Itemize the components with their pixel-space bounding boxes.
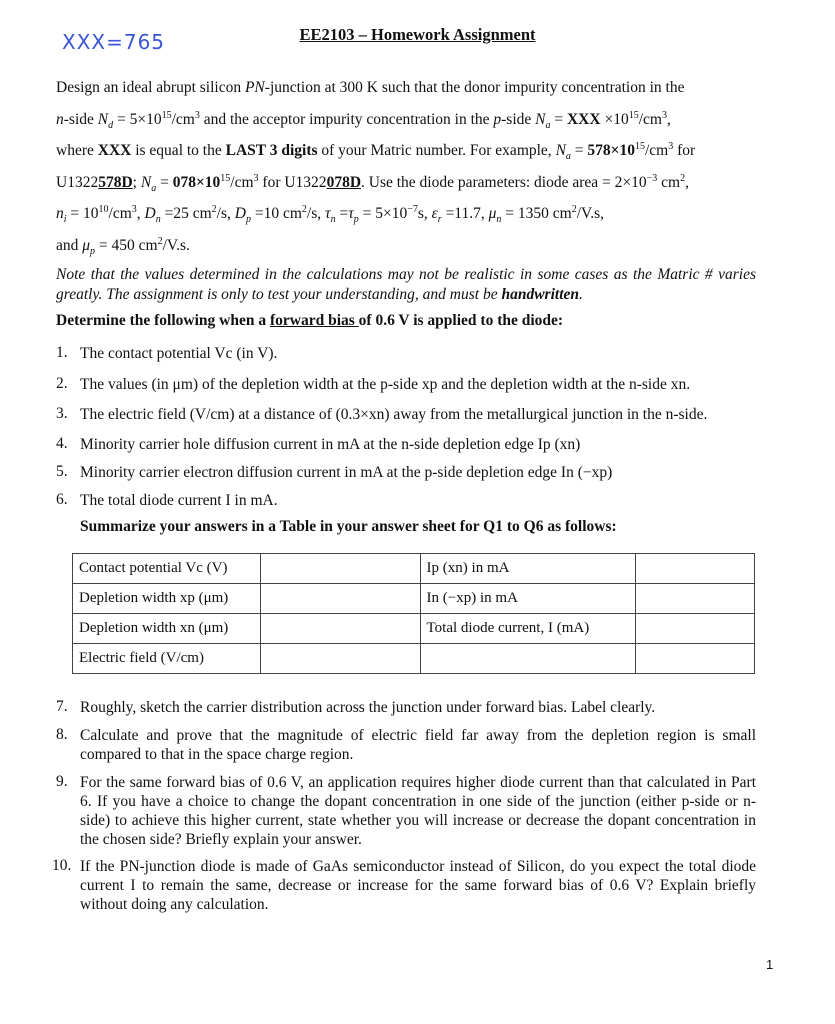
determine-heading: Determine the following when a forward bias of 0.6 V is applied to the diode:: [56, 312, 564, 329]
table-cell-empty: [635, 614, 754, 644]
table-row: [73, 644, 755, 674]
table-cell-empty: [260, 614, 420, 644]
table-cell: Total diode current, I (mA): [420, 614, 635, 644]
document-page: XXX=765 EE2103 – Homework Assignment Design an ideal abrupt silicon PN-junction at 300 K such that the donor impurity concentration in the n-side $N_d = 5\times 10^{15}/cm^3$ and the acceptor impurity concentration in the p-side $N_a$ = XXX $\times 10^{15}/cm^3$, where XXX is equal to the LAST 3 digits of your Matric number. For example, $N_a = 578\times 10^{15}/cm^3$ for U1322578D; $N_a = 078\times 10^{15}/cm^3$ for U1322078D. Use the diode parameters: diode area = $2\times 10^{-3}$ $cm^2$, $n_i = 10^{10}/cm^3$, $D_n =25$ $cm^2/s$, $D_p =10$ $cm^2/s$, $\tau_n =\tau_p = 5\times 10^{-7}s$, $\varepsilon_r =11.7$, $\mu_n = 1350$ $cm^2/V.s$, and $\mu_p = 450$ $cm^2/V.s$. Note that the values determined in the calculations may not be realistic in some cases as the Matric # varies greatly. The assignment is only to test your understanding, and must be handwritten. Determine the following when a forward bias of 0.6 V is applied to the diode: 1. The contact potential Vc (in V). 2. The values (in μm) of the depletion width at the p-side xp and the depletion width at the n-side xn. 3. The electric field (V/cm) at a distance of (0.3×xn) away from the metallurgical junction in the n-side. 4. Minority carrier hole diffusion current in mA at the n-side depletion edge Ip (xn) 5. Minority carrier electron diffusion current in mA at the p-side depletion edge In (−xp) 6. The total diode current I in mA. Summarize your answers in a Table in your answer sheet for Q1 to Q6 as follows: Contact potential Vc (V) Ip (xn) in mA Depletion width xp (μm) In (−xp) in mA Depletion width xn (μm) Total diode current, I (mA) Electric field (V/cm) 7. Roughly, sketch the carrier distribution across the junction under forward bias. Label clearly. 8. Calculate and prove that the magnitude of electric field far away from the depletion region is small compared to that in the space charge region. 9. For the same forward bias of 0.6 V, an application requires higher diode current than that calculated in Part 6. If you have a choice to change the dopant concentration in one side of the junction (either p-side or n-side) to achieve this higher current, state whether you will increase or decrease the dopant concentration in the chosen side? Briefly explain your answer. 10. If the PN-junction diode is made of GaAs semiconductor instead of Silicon, do you expect the total diode current I to remain the same, decrease or increase for the same forward bias of 0.6 V? Explain briefly without doing any calculation. 1: [0, 0, 835, 1024]
intro-line-2: n-side $N_d = 5\times 10^{15}/cm^3$ and the acceptor impurity concentration in the p-side $N_a$ = XXX $\times 10^{15}/cm^3$,: [56, 109, 671, 131]
summarize-instruction: Summarize your answers in a Table in your answer sheet for Q1 to Q6 as follows:: [80, 518, 617, 535]
table-cell-empty: [635, 584, 754, 614]
table-row: [73, 584, 755, 614]
intro-line-6: and $\mu_p = 450$ $cm^2/V.s$.: [56, 235, 190, 257]
table-cell: Depletion width xn (μm): [73, 614, 261, 644]
handwritten-note: XXX=765: [62, 30, 166, 54]
answer-table: [72, 553, 755, 674]
intro-line-5: $n_i = 10^{10}/cm^3$, $D_n =25$ $cm^2/s$, $D_p =10$ $cm^2/s$, $\tau_n =\tau_p = 5\times 10^{-7}s$, $\varepsilon_r =11.7$, $\mu_n = 1350$ $cm^2/V.s$,: [56, 203, 604, 226]
table-cell: Electric field (V/cm): [73, 644, 261, 674]
intro-paragraph: [56, 72, 756, 261]
page-title: EE2103 – Homework Assignment: [299, 25, 536, 44]
table-cell: Depletion width xp (μm): [73, 584, 261, 614]
table-cell-empty: [635, 554, 754, 584]
table-row: [73, 554, 755, 584]
intro-line-4: U1322578D; $N_a = 078\times 10^{15}/cm^3$ for U1322078D. Use the diode parameters: diode area = $2\times 10^{-3}$ $cm^2$,: [56, 172, 689, 194]
intro-line-3: where XXX is equal to the LAST 3 digits of your Matric number. For example, $N_a = 578\times 10^{15}/cm^3$ for: [56, 140, 696, 163]
intro-line-1: Design an ideal abrupt silicon PN-junction at 300 K such that the donor impurity concentration in the: [56, 79, 685, 96]
note-paragraph: Note that the values determined in the calculations may not be realistic in some cases as the Matric # varies greatly. The assignment is only to test your understanding, and must be handwritten.: [56, 266, 756, 303]
table-cell: [420, 644, 635, 674]
table-cell: In (−xp) in mA: [420, 584, 635, 614]
table-cell-empty: [260, 554, 420, 584]
table-cell: Ip (xn) in mA: [420, 554, 635, 584]
table-cell-empty: [260, 644, 420, 674]
table-cell: Contact potential Vc (V): [73, 554, 261, 584]
table-cell-empty: [635, 644, 754, 674]
table-row: [73, 614, 755, 644]
table-cell-empty: [260, 584, 420, 614]
page-number: 1: [766, 957, 774, 972]
